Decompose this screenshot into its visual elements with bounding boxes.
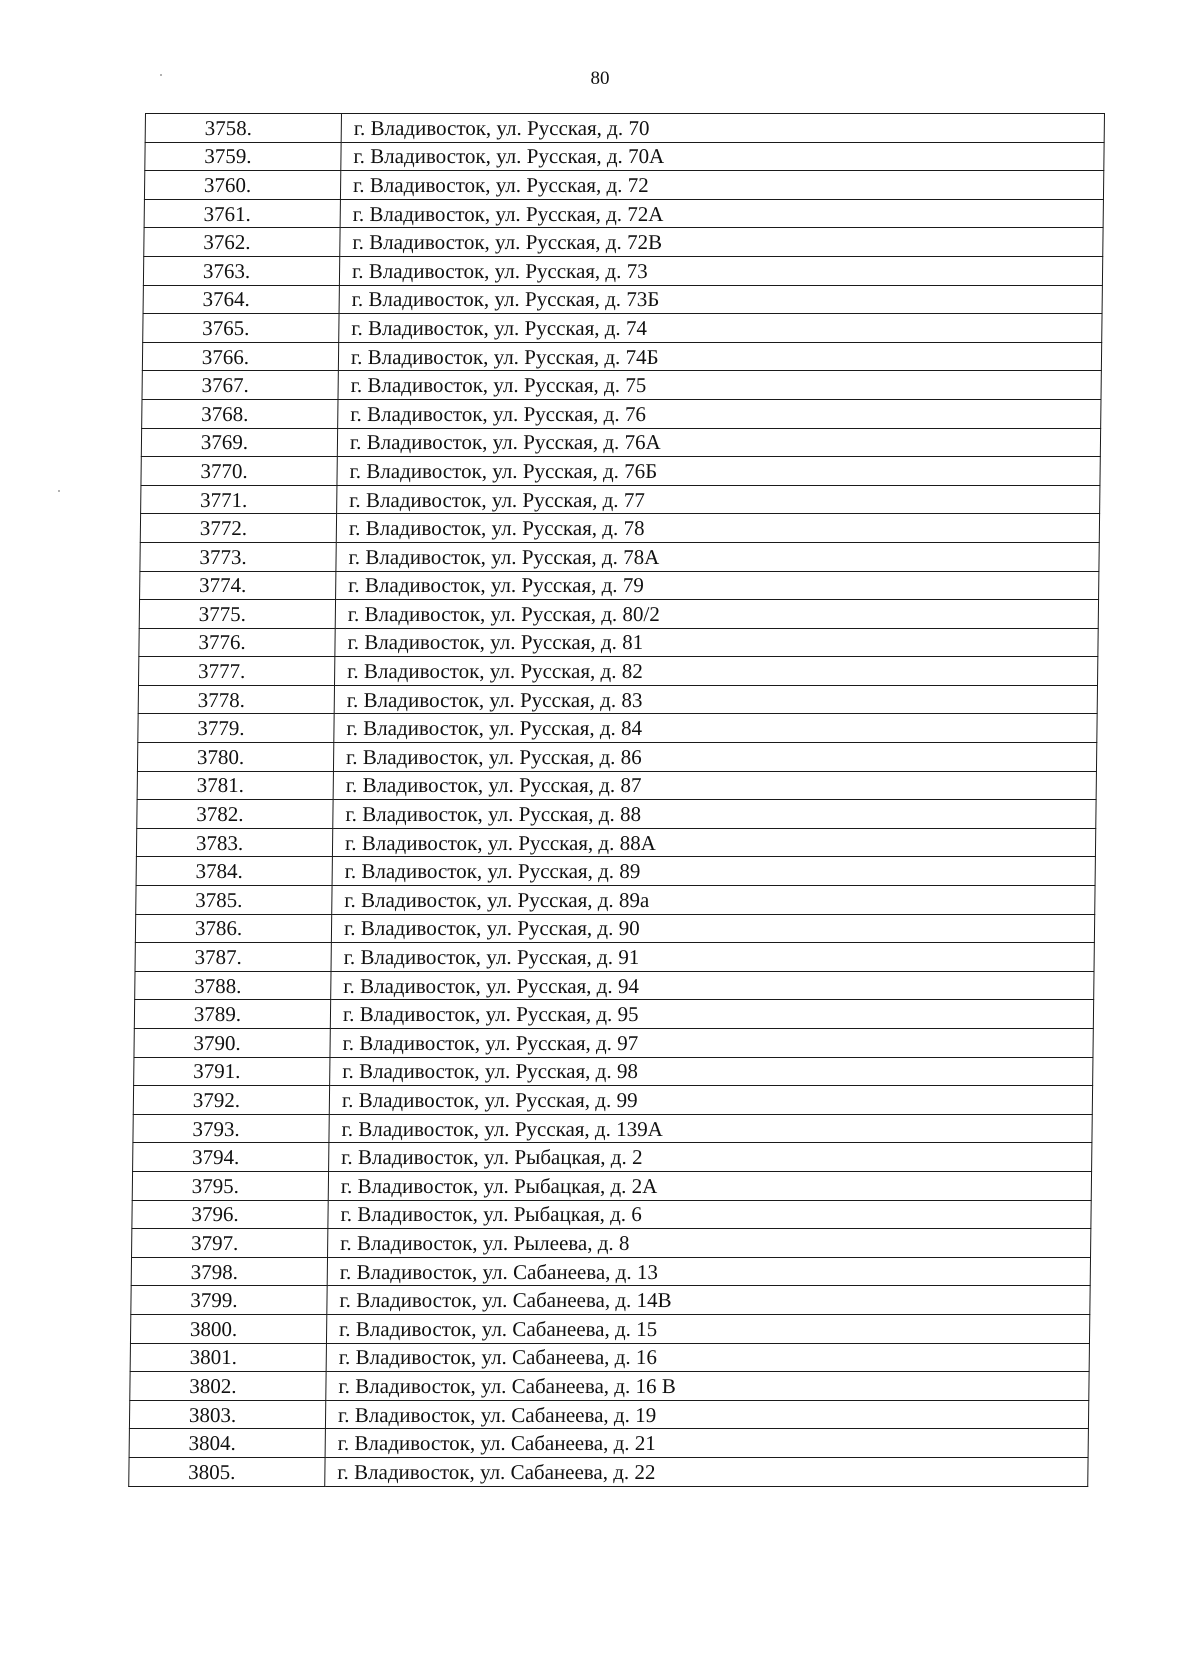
table-row	[144, 228, 1103, 257]
address-cell: г. Владивосток, ул. Рыбацкая, д. 2	[329, 1143, 1092, 1172]
address-cell: г. Владивосток, ул. Русская, д. 73Б	[339, 285, 1102, 314]
address-cell: г. Владивосток, ул. Сабанеева, д. 19	[325, 1400, 1088, 1429]
table-row	[129, 1457, 1088, 1486]
table-row	[138, 714, 1097, 743]
table-row	[130, 1343, 1089, 1372]
table-row	[134, 1057, 1093, 1086]
row-number-cell: 3793.	[133, 1114, 329, 1143]
address-cell: г. Владивосток, ул. Русская, д. 75	[338, 371, 1101, 400]
address-cell: г. Владивосток, ул. Русская, д. 82	[335, 657, 1098, 686]
address-cell: г. Владивосток, ул. Сабанеева, д. 22	[325, 1457, 1088, 1486]
row-number-cell: 3801.	[130, 1343, 326, 1372]
address-cell: г. Владивосток, ул. Сабанеева, д. 16	[326, 1343, 1089, 1372]
table-row	[141, 485, 1100, 514]
address-cell: г. Владивосток, ул. Рыбацкая, д. 2А	[328, 1171, 1091, 1200]
address-table-container	[128, 113, 1105, 1487]
address-cell: г. Владивосток, ул. Русская, д. 72	[340, 171, 1103, 200]
row-number-cell: 3767.	[142, 371, 338, 400]
address-cell: г. Владивосток, ул. Сабанеева, д. 13	[327, 1257, 1090, 1286]
address-cell: г. Владивосток, ул. Русская, д. 77	[337, 485, 1100, 514]
address-cell: г. Владивосток, ул. Русская, д. 90	[331, 914, 1094, 943]
address-cell: г. Владивосток, ул. Русская, д. 88А	[332, 828, 1095, 857]
row-number-cell: 3796.	[132, 1200, 328, 1229]
address-cell: г. Владивосток, ул. Сабанеева, д. 15	[326, 1314, 1089, 1343]
row-number-cell: 3762.	[144, 228, 340, 257]
row-number-cell: 3765.	[143, 314, 339, 343]
address-table	[128, 113, 1105, 1487]
address-cell: г. Владивосток, ул. Русская, д. 97	[330, 1029, 1093, 1058]
row-number-cell: 3759.	[145, 142, 341, 171]
table-row	[142, 399, 1101, 428]
table-row	[129, 1429, 1088, 1458]
table-row	[140, 542, 1099, 571]
row-number-cell: 3775.	[139, 600, 335, 629]
row-number-cell: 3805.	[129, 1457, 325, 1486]
address-cell: г. Владивосток, ул. Русская, д. 95	[330, 1000, 1093, 1029]
row-number-cell: 3773.	[140, 542, 336, 571]
address-cell: г. Владивосток, ул. Русская, д. 83	[334, 685, 1097, 714]
address-cell: г. Владивосток, ул. Русская, д. 76Б	[337, 457, 1100, 486]
address-cell: г. Владивосток, ул. Русская, д. 70А	[341, 142, 1104, 171]
address-cell: г. Владивосток, ул. Русская, д. 86	[333, 743, 1096, 772]
table-row	[132, 1200, 1091, 1229]
row-number-cell: 3770.	[141, 457, 337, 486]
table-row	[143, 314, 1102, 343]
row-number-cell: 3804.	[129, 1429, 325, 1458]
address-cell: г. Владивосток, ул. Сабанеева, д. 21	[325, 1429, 1088, 1458]
address-cell: г. Владивосток, ул. Русская, д. 76	[338, 399, 1101, 428]
table-row	[143, 285, 1102, 314]
row-number-cell: 3778.	[138, 685, 334, 714]
table-row	[136, 886, 1095, 915]
row-number-cell: 3764.	[143, 285, 339, 314]
row-number-cell: 3781.	[137, 771, 333, 800]
address-cell: г. Владивосток, ул. Сабанеева, д. 16 В	[326, 1372, 1089, 1401]
table-row	[144, 199, 1103, 228]
table-row	[136, 857, 1095, 886]
row-number-cell: 3780.	[137, 743, 333, 772]
row-number-cell: 3798.	[131, 1257, 327, 1286]
address-cell: г. Владивосток, ул. Русская, д. 94	[331, 971, 1094, 1000]
row-number-cell: 3766.	[142, 342, 338, 371]
table-row	[129, 1400, 1088, 1429]
table-row	[135, 971, 1094, 1000]
row-number-cell: 3774.	[140, 571, 336, 600]
row-number-cell: 3802.	[130, 1372, 326, 1401]
row-number-cell: 3784.	[136, 857, 332, 886]
address-cell: г. Владивосток, ул. Русская, д. 72В	[340, 228, 1103, 257]
page-number: 80	[590, 68, 610, 89]
address-cell: г. Владивосток, ул. Русская, д. 98	[330, 1057, 1093, 1086]
table-row	[138, 685, 1097, 714]
table-row	[145, 114, 1104, 143]
row-number-cell: 3799.	[131, 1286, 327, 1315]
row-number-cell: 3772.	[140, 514, 336, 543]
address-cell: г. Владивосток, ул. Русская, д. 74Б	[338, 342, 1101, 371]
row-number-cell: 3792.	[133, 1086, 329, 1115]
row-number-cell: 3761.	[144, 199, 340, 228]
row-number-cell: 3779.	[138, 714, 334, 743]
row-number-cell: 3785.	[136, 886, 332, 915]
row-number-cell: 3797.	[132, 1229, 328, 1258]
table-row	[131, 1286, 1090, 1315]
address-cell: г. Владивосток, ул. Русская, д. 78А	[336, 542, 1099, 571]
table-row	[141, 428, 1100, 457]
table-row	[140, 571, 1099, 600]
row-number-cell: 3800.	[130, 1314, 326, 1343]
table-row	[139, 657, 1098, 686]
row-number-cell: 3768.	[142, 399, 338, 428]
table-row	[142, 342, 1101, 371]
address-cell: г. Владивосток, ул. Русская, д. 99	[329, 1086, 1092, 1115]
table-row	[141, 457, 1100, 486]
table-row	[143, 256, 1102, 285]
table-row	[142, 371, 1101, 400]
table-row	[144, 171, 1103, 200]
row-number-cell: 3783.	[136, 828, 332, 857]
address-cell: г. Владивосток, ул. Русская, д. 73	[339, 256, 1102, 285]
row-number-cell: 3803.	[129, 1400, 325, 1429]
row-number-cell: 3786.	[135, 914, 331, 943]
row-number-cell: 3794.	[133, 1143, 329, 1172]
address-cell: г. Владивосток, ул. Русская, д. 88	[333, 800, 1096, 829]
scan-speck	[58, 490, 60, 492]
address-cell: г. Владивосток, ул. Русская, д. 89а	[332, 886, 1095, 915]
row-number-cell: 3795.	[132, 1171, 328, 1200]
table-row	[131, 1257, 1090, 1286]
table-row	[132, 1171, 1091, 1200]
scan-speck	[160, 74, 162, 76]
table-row	[133, 1114, 1092, 1143]
row-number-cell: 3788.	[135, 971, 331, 1000]
address-cell: г. Владивосток, ул. Русская, д. 70	[341, 114, 1104, 143]
table-row	[137, 771, 1096, 800]
row-number-cell: 3758.	[145, 114, 341, 143]
table-row	[130, 1314, 1089, 1343]
table-row	[133, 1086, 1092, 1115]
row-number-cell: 3763.	[143, 256, 339, 285]
address-cell: г. Владивосток, ул. Русская, д. 79	[336, 571, 1099, 600]
address-cell: г. Владивосток, ул. Русская, д. 76А	[337, 428, 1100, 457]
address-cell: г. Владивосток, ул. Сабанеева, д. 14В	[327, 1286, 1090, 1315]
table-row	[139, 600, 1098, 629]
row-number-cell: 3760.	[144, 171, 340, 200]
table-row	[135, 943, 1094, 972]
address-cell: г. Владивосток, ул. Русская, д. 139А	[329, 1114, 1092, 1143]
address-cell: г. Владивосток, ул. Русская, д. 81	[335, 628, 1098, 657]
row-number-cell: 3790.	[134, 1029, 330, 1058]
address-cell: г. Владивосток, ул. Рылеева, д. 8	[328, 1229, 1091, 1258]
row-number-cell: 3789.	[134, 1000, 330, 1029]
table-row	[130, 1372, 1089, 1401]
table-row	[140, 514, 1099, 543]
address-cell: г. Владивосток, ул. Русская, д. 80/2	[335, 600, 1098, 629]
table-row	[137, 800, 1096, 829]
table-row	[137, 743, 1096, 772]
table-row	[132, 1229, 1091, 1258]
table-row	[133, 1143, 1092, 1172]
table-row	[134, 1029, 1093, 1058]
address-cell: г. Владивосток, ул. Русская, д. 78	[336, 514, 1099, 543]
address-cell: г. Владивосток, ул. Русская, д. 91	[331, 943, 1094, 972]
row-number-cell: 3771.	[141, 485, 337, 514]
address-cell: г. Владивосток, ул. Русская, д. 87	[333, 771, 1096, 800]
address-cell: г. Владивосток, ул. Русская, д. 84	[334, 714, 1097, 743]
row-number-cell: 3791.	[134, 1057, 330, 1086]
address-cell: г. Владивосток, ул. Русская, д. 89	[332, 857, 1095, 886]
row-number-cell: 3782.	[137, 800, 333, 829]
address-cell: г. Владивосток, ул. Рыбацкая, д. 6	[328, 1200, 1091, 1229]
address-cell: г. Владивосток, ул. Русская, д. 72А	[340, 199, 1103, 228]
table-row	[136, 828, 1095, 857]
address-cell: г. Владивосток, ул. Русская, д. 74	[339, 314, 1102, 343]
table-row	[139, 628, 1098, 657]
row-number-cell: 3777.	[139, 657, 335, 686]
table-row	[134, 1000, 1093, 1029]
row-number-cell: 3787.	[135, 943, 331, 972]
row-number-cell: 3769.	[141, 428, 337, 457]
row-number-cell: 3776.	[139, 628, 335, 657]
table-row	[135, 914, 1094, 943]
address-table-body	[129, 114, 1105, 1487]
table-row	[145, 142, 1104, 171]
